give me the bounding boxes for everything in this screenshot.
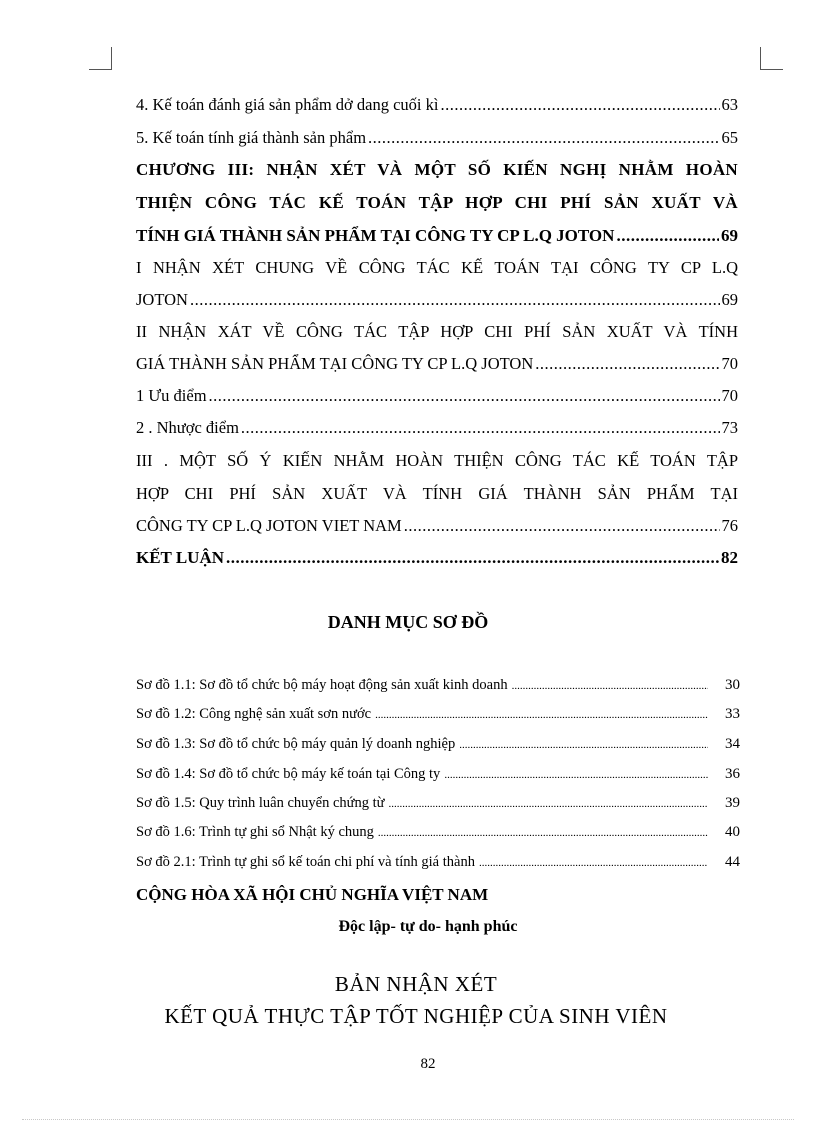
toc-section1-line1[interactable]: I NHẬN XÉT CHUNG VỀ CÔNG TÁC KẾ TOÁN TẠI CÔNG TY CP L.Q [136, 258, 738, 277]
leader-dots [459, 739, 708, 751]
toc-item-4[interactable] [136, 95, 738, 115]
republic-heading: CỘNG HÒA XÃ HỘI CHỦ NGHĨA VIỆT NAM [136, 885, 489, 904]
leader-dots [512, 680, 708, 692]
leader-dots [368, 128, 719, 148]
toc-item-label: 5. Kế toán tính giá thành sản phẩm [136, 128, 367, 147]
toc-item-label: JOTON [136, 290, 188, 309]
toc-page-number: 73 [721, 418, 738, 437]
toc-advantages[interactable] [136, 386, 738, 406]
diagram-list-item[interactable] [136, 795, 740, 812]
diagram-item-label: Sơ đồ 2.1: Trình tự ghi sổ kế toán chi phí và tính giá thành [136, 854, 475, 870]
diagram-list-item[interactable] [136, 824, 740, 841]
report-subtitle: KẾT QUẢ THỰC TẬP TỐT NGHIỆP CỦA SINH VIÊN [164, 1004, 668, 1028]
diagram-list-item[interactable] [136, 736, 740, 753]
toc-section1-line2[interactable] [136, 290, 738, 310]
toc-page-number: 70 [721, 386, 738, 405]
diagram-item-page: 30 [725, 677, 740, 693]
leader-dots [616, 226, 719, 246]
crop-mark-top-right [760, 47, 783, 70]
page-bottom-rule [22, 1119, 794, 1120]
diagram-item-page: 40 [725, 824, 740, 840]
diagram-item-page: 34 [725, 736, 740, 752]
toc-item-label: KẾT LUẬN [136, 548, 225, 567]
page-number: 82 [420, 1056, 436, 1072]
diagram-item-label: Sơ đồ 1.6: Trình tự ghi sổ Nhật ký chung [136, 824, 374, 840]
report-title: BẢN NHẬN XÉT [334, 972, 498, 996]
toc-section3-line3[interactable] [136, 516, 738, 536]
toc-chapter3-line3[interactable] [136, 226, 738, 246]
crop-mark-top-left [89, 47, 112, 70]
toc-page-number: 82 [721, 548, 738, 567]
diagram-item-page: 39 [725, 795, 740, 811]
leader-dots [209, 386, 720, 406]
diagram-item-label: Sơ đồ 1.3: Sơ đồ tổ chức bộ máy quản lý doanh nghiệp [136, 736, 456, 752]
leader-dots [241, 418, 720, 438]
diagram-item-label: Sơ đồ 1.5: Quy trình luân chuyển chứng từ [136, 795, 385, 811]
toc-page-number: 69 [721, 290, 738, 309]
leader-dots [535, 354, 719, 374]
toc-chapter3-line2[interactable]: THIỆN CÔNG TÁC KẾ TOÁN TẬP HỢP CHI PHÍ SẢN XUẤT VÀ [136, 193, 738, 212]
diagram-item-label: Sơ đồ 1.1: Sơ đồ tổ chức bộ máy hoạt động sản xuất kinh doanh [136, 677, 508, 693]
leader-dots [375, 709, 708, 721]
toc-page-number: 70 [721, 354, 738, 373]
toc-item-label: TÍNH GIÁ THÀNH SẢN PHẨM TẠI CÔNG TY CP L.Q JOTON [136, 226, 615, 245]
toc-item-label: 2 . Nhược điểm [136, 418, 239, 437]
leader-dots [404, 516, 720, 536]
diagram-list-item[interactable] [136, 854, 740, 871]
toc-item-label: 1 Ưu điểm [136, 386, 207, 405]
leader-dots [190, 290, 720, 310]
diagram-item-page: 44 [725, 854, 740, 870]
diagram-list-item[interactable] [136, 706, 740, 723]
toc-item-label: CÔNG TY CP L.Q JOTON VIET NAM [136, 516, 402, 535]
diagram-list-title: DANH MỤC SƠ ĐỒ [327, 612, 489, 632]
leader-dots [389, 798, 708, 810]
toc-item-label: 4. Kế toán đánh giá sản phẩm dở dang cuối kì [136, 95, 439, 114]
toc-page-number: 63 [721, 95, 738, 114]
diagram-item-page: 33 [725, 706, 740, 722]
leader-dots [479, 857, 708, 869]
toc-page-number: 76 [721, 516, 738, 535]
toc-item-label: GIÁ THÀNH SẢN PHẨM TẠI CÔNG TY CP L.Q JOTON [136, 354, 534, 373]
toc-section3-line2[interactable]: HỢP CHI PHÍ SẢN XUẤT VÀ TÍNH GIÁ THÀNH SẢN PHẨM TẠI [136, 484, 738, 503]
leader-dots [440, 95, 719, 115]
diagram-item-label: Sơ đồ 1.4: Sơ đồ tổ chức bộ máy kế toán tại Công ty [136, 766, 441, 782]
diagram-list-item[interactable] [136, 766, 740, 783]
toc-chapter3-line1[interactable]: CHƯƠNG III: NHẬN XÉT VÀ MỘT SỐ KIẾN NGHỊ NHẰM HOÀN [136, 160, 738, 179]
diagram-list-item[interactable] [136, 677, 740, 694]
national-motto: Độc lập- tự do- hạnh phúc [338, 918, 518, 935]
leader-dots [444, 769, 708, 781]
toc-item-5[interactable] [136, 128, 738, 148]
toc-page-number: 65 [721, 128, 738, 147]
leader-dots [226, 548, 719, 568]
diagram-item-label: Sơ đồ 1.2: Công nghệ sản xuất sơn nước [136, 706, 372, 722]
toc-section2-line1[interactable]: II NHẬN XÁT VỀ CÔNG TÁC TẬP HỢP CHI PHÍ SẢN XUẤT VÀ TÍNH [136, 322, 738, 341]
toc-section2-line2[interactable] [136, 354, 738, 374]
diagram-item-page: 36 [725, 766, 740, 782]
toc-disadvantages[interactable] [136, 418, 738, 438]
toc-section3-line1[interactable]: III . MỘT SỐ Ý KIẾN NHẰM HOÀN THIỆN CÔNG TÁC KẾ TOÁN TẬP [136, 451, 738, 470]
toc-conclusion[interactable] [136, 548, 738, 568]
toc-page-number: 69 [721, 226, 738, 245]
leader-dots [378, 827, 708, 839]
